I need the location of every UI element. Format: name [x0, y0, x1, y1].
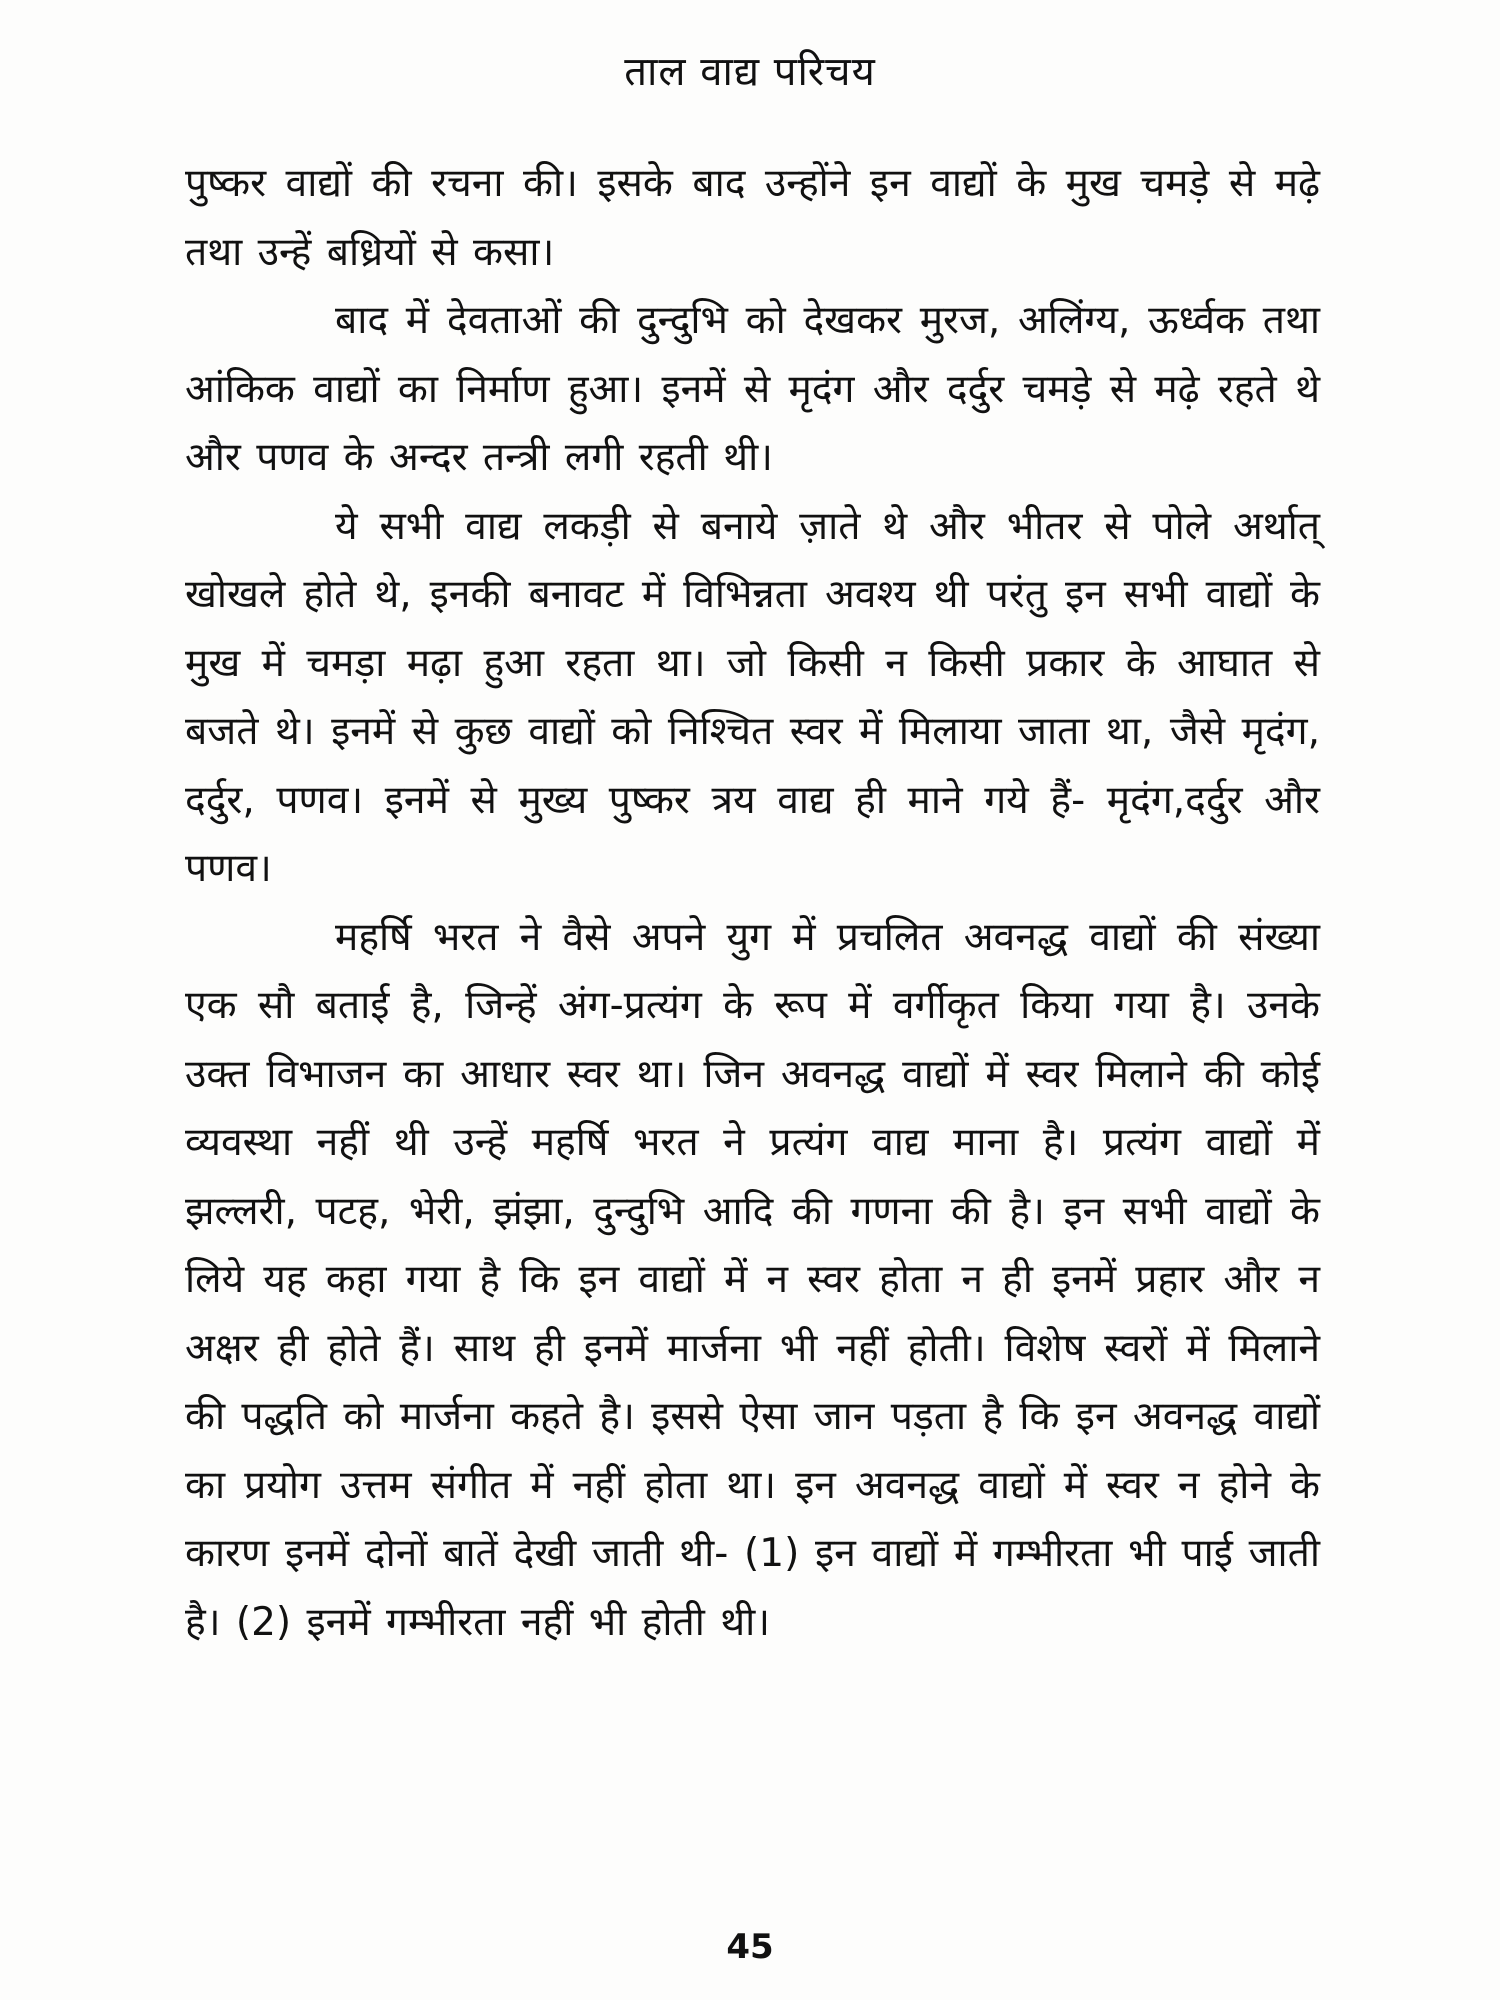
body-text — [185, 150, 1320, 1657]
page-number: 45 — [726, 1927, 774, 1967]
paragraph-3: ये सभी वाद्य लकड़ी से बनाये ज़ाते थे और भीतर से पोले अर्थात् खोखले होते थे, इनकी बनावट में विभिन्नता अवश्य थी परंतु इन सभी वाद्यों के मुख में चमड़ा मढ़ा हुआ रहता था। जो किसी न किसी प्रकार के आघात से बजते थे। इनमें से कुछ वाद्यों को निश्चित स्वर में मिलाया जाता था, जैसे मृदंग, दर्दुर, पणव। इनमें से मुख्य पुष्कर त्रय वाद्य ही माने गये हैं- मृदंग,दर्दुर और पणव। — [185, 503, 1320, 891]
paragraph-1: पुष्कर वाद्यों की रचना की। इसके बाद उन्होंने इन वाद्यों के मुख चमड़े से मढ़े तथा उन्हें बध्रियों से कसा। — [185, 161, 1320, 275]
paragraph-4: महर्षि भरत ने वैसे अपने युग में प्रचलित अवनद्ध वाद्यों की संख्या एक सौ बताई है, जिन्हें अंग-प्रत्यंग के रूप में वर्गीकृत किया गया है। उनके उक्त विभाजन का आधार स्वर था। जिन अवनद्ध वाद्यों में स्वर मिलाने की कोई व्यवस्था नहीं थी उन्हें महर्षि भरत ने प्रत्यंग वाद्य माना है। प्रत्यंग वाद्यों में झल्लरी, पटह, भेरी, झंझा, दुन्दुभि आदि की गणना की है। इन सभी वाद्यों के लिये यह कहा गया है कि इन वाद्यों में न स्वर होता न ही इनमें प्रहार और न अक्षर ही होते हैं। साथ ही इनमें मार्जना भी नहीं होती। विशेष स्वरों में मिलाने की पद्धति को मार्जना कहते है। इससे ऐसा जान पड़ता है कि इन अवनद्ध वाद्यों का प्रयोग उत्तम संगीत में नहीं होता था। इन अवनद्ध वाद्यों में स्वर न होने के कारण इनमें दोनों बातें देखी जाती थी- (1) इन वाद्यों में गम्भीरता भी पाई जाती है। (2) इनमें गम्भीरता नहीं भी होती थी। — [185, 914, 1320, 1645]
paragraph-2: बाद में देवताओं की दुन्दुभि को देखकर मुरज, अलिंग्य, ऊर्ध्वक तथा आंकिक वाद्यों का निर्माण हुआ। इनमें से मृदंग और दर्दुर चमड़े से मढ़े रहते थे और पणव के अन्दर तन्त्री लगी रहती थी। — [185, 298, 1320, 480]
running-header: ताल वाद्य परिचय — [624, 49, 876, 95]
